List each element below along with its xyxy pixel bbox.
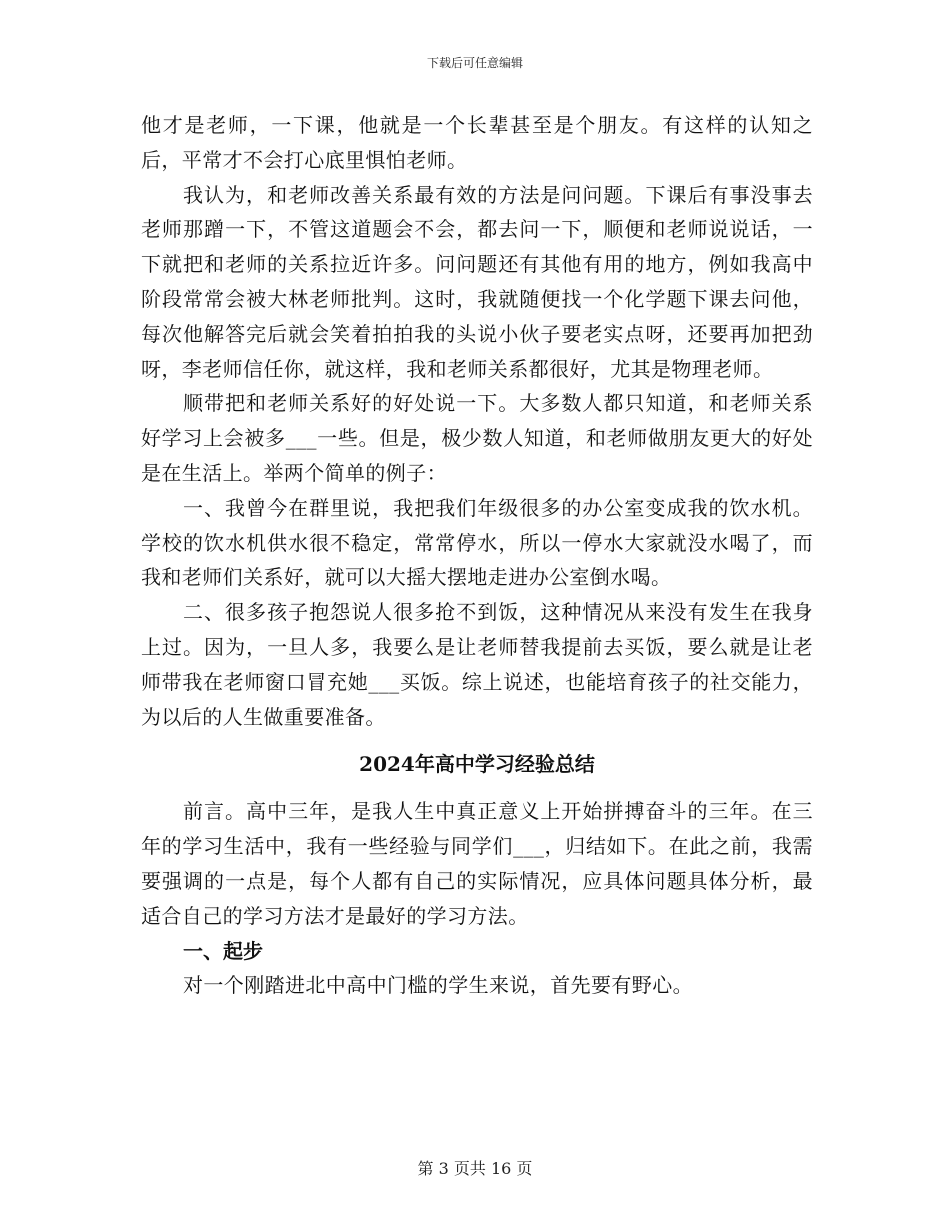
paragraph-ambition: 对一个刚踏进北中高中门槛的学生来说，首先要有野心。 (183, 973, 693, 998)
subheading-start: 一、起步 (183, 938, 263, 963)
paragraph-example-one: 一、我曾今在群里说，我把我们年级很多的办公室变成我的饮水机。学校的饮水机供水很不稳定，常常停水，所以一停水大家就没水喝了，而我和老师们关系好，就可以大摇大摆地走进办公室倒水喝。 (141, 495, 813, 590)
paragraph-asking-questions: 我认为，和老师改善关系最有效的方法是问问题。下课后有事没事去老师那蹭一下，不管这道题会不会，都去问一下，顺便和老师说说话，一下就把和老师的关系拉近许多。问问题还有其他有用的地方，例如我高中阶段常常会被大林老师批判。这时，我就随便找一个化学题下课去问他，每次他解答完后就会笑着拍拍我的头说小伙子要老实点呀，还要再加把劲呀，李老师信任你，就这样，我和老师关系都很好，尤其是物理老师。 (141, 182, 813, 381)
paragraph-continuation: 他才是老师，一下课，他就是一个长辈甚至是个朋友。有这样的认知之后，平常才不会打心底里惧怕老师。 (141, 113, 813, 172)
paragraph-preface: 前言。高中三年，是我人生中真正意义上开始拼搏奋斗的三年。在三年的学习生活中，我有一些经验与同学们___，归结如下。在此之前，我需要强调的一点是，每个人都有自己的实际情况，应具体问题具体分析，最适合自己的学习方法才是最好的学习方法。 (141, 799, 813, 928)
paragraph-benefits: 顺带把和老师关系好的好处说一下。大多数人都只知道，和老师关系好学习上会被多___一些。但是，极少数人知道，和老师做朋友更大的好处是在生活上。举两个简单的例子： (141, 391, 813, 485)
section-title: 2024年高中学习经验总结 (359, 752, 595, 777)
page-header: 下载后可任意编辑 (426, 56, 523, 70)
paragraph-example-two: 二、很多孩子抱怨说人很多抢不到饭，这种情况从来没有发生在我身上过。因为，一旦人多，我要么是让老师替我提前去买饭，要么就是让老师带我在老师窗口冒充她___买饭。综上说述，也能培育孩子的社交能力，为以后的人生做重要准备。 (141, 600, 813, 729)
document-body (141, 108, 813, 1003)
page-footer: 第 3 页共 16 页 (417, 1159, 533, 1178)
